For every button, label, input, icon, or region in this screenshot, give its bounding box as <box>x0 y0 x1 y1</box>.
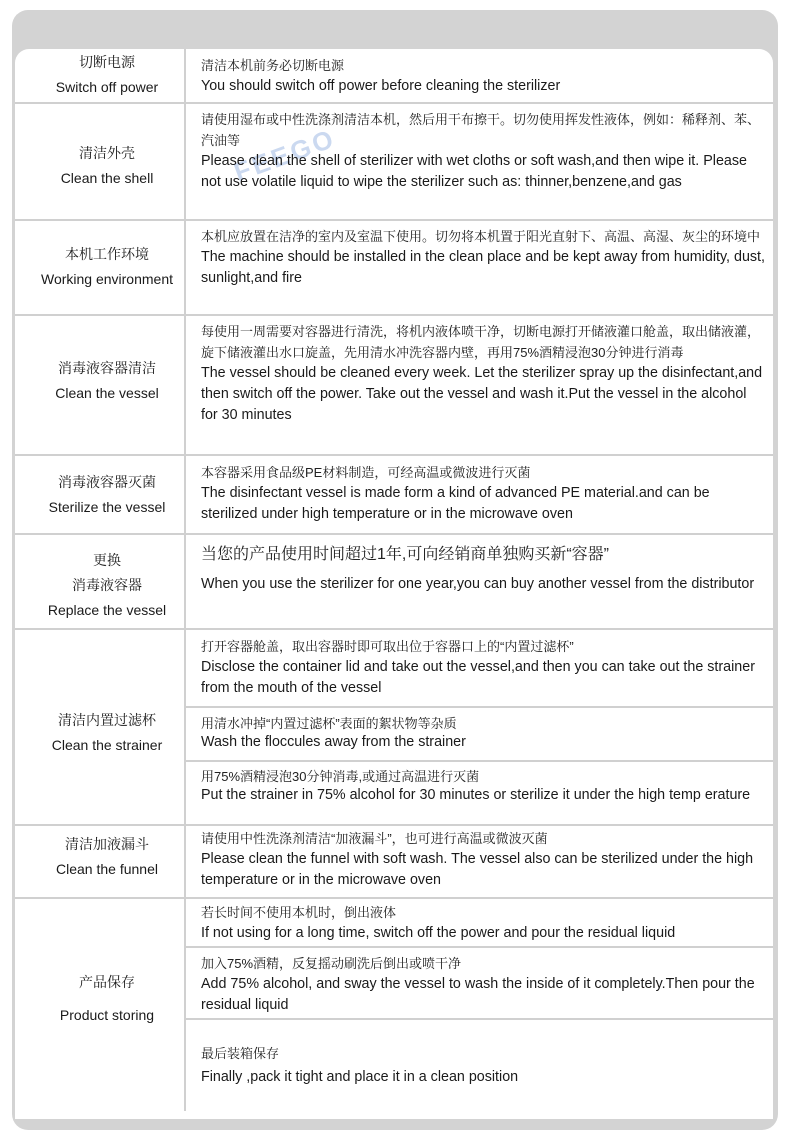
text-en: You should switch off power before cleaning the sterilizer <box>201 78 561 94</box>
subrow-separator <box>184 946 773 948</box>
row-label-working-environment <box>28 242 186 292</box>
content-block <box>201 902 767 944</box>
label-cn: 清洁加液漏斗 <box>65 836 149 852</box>
text-en: Disclose the container lid and take out the vessel,and then you can take out the strainer from the mouth of the vessel <box>201 659 755 696</box>
text-cn: 若长时间不使用本机时，倒出液体 <box>201 905 397 920</box>
content-block <box>201 543 767 595</box>
row-separator <box>15 533 773 535</box>
row-label-replace-vessel <box>28 548 186 623</box>
text-cn: 本容器采用食品级PE材料制造，可经高温或微波进行灭菌 <box>201 465 531 480</box>
row-label-product-storing <box>28 970 186 1028</box>
row-separator <box>15 454 773 456</box>
label-cn: 切断电源 <box>79 54 135 70</box>
label-en: Working environment <box>40 271 174 287</box>
text-cn: 最后装箱保存 <box>201 1046 280 1061</box>
content-block <box>201 636 767 699</box>
row-label-sterilize-vessel <box>28 470 186 520</box>
text-en: If not using for a long time, switch off the power and pour the residual liquid <box>201 925 676 941</box>
text-en: Please clean the shell of sterilizer with wet cloths or soft wash,and then wipe it. Please not use volatile liquid to wipe the sterilizer such as: thinner,benzene,and gas <box>201 153 747 190</box>
label-en: Clean the shell <box>60 170 154 186</box>
text-cn: 请使用中性洗涤剂清洁“加液漏斗”，也可进行高温或微波灭菌 <box>201 831 548 846</box>
text-cn: 打开容器舱盖，取出容器时即可取出位于容器口上的“内置过滤杯” <box>201 639 574 654</box>
text-en: Put the strainer in 75% alcohol for 30 minutes or sterilize it under the high temp erature <box>201 787 751 803</box>
label-cn: 清洁内置过滤杯 <box>58 712 156 728</box>
label-cn: 消毒液容器灭菌 <box>58 474 156 490</box>
text-en: The machine should be installed in the clean place and be kept away from humidity, dust, sunlight,and fire <box>201 249 765 286</box>
label-cn: 更换 <box>93 552 121 568</box>
content-block <box>201 55 767 97</box>
text-en: Add 75% alcohol, and sway the vessel to wash the inside of it completely.Then pour the residual liquid <box>201 976 755 1013</box>
text-cn: 当您的产品使用时间超过1年,可向经销商单独购买新“容器” <box>201 546 610 563</box>
subrow-separator <box>184 760 773 762</box>
content-block <box>201 109 767 193</box>
label-cn: 清洁外壳 <box>79 145 135 161</box>
label-cn: 本机工作环境 <box>65 246 149 262</box>
text-en: Wash the floccules away from the strainer <box>201 734 466 750</box>
row-label-switch-off-power <box>28 50 186 100</box>
content-block <box>201 462 767 525</box>
text-en: When you use the sterilizer for one year,you can buy another vessel from the distributor <box>201 576 755 592</box>
row-separator <box>15 628 773 630</box>
text-cn: 清洁本机前务必切断电源 <box>201 58 345 73</box>
row-separator <box>15 314 773 316</box>
subrow-separator <box>184 1018 773 1020</box>
content-block <box>201 321 767 426</box>
label-en: Clean the vessel <box>55 385 159 401</box>
watermark-logo: FEEGO <box>229 122 340 188</box>
content-block <box>201 953 767 1016</box>
label-cn: 消毒液容器清洁 <box>58 360 156 376</box>
label-en: Product storing <box>59 1007 155 1023</box>
text-en: The vessel should be cleaned every week. Let the sterilizer spray up the disinfectant,and then switch off the power. Take out the vessel and wash it.Put the vessel in the alcohol for 30 minutes <box>201 365 763 423</box>
text-cn: 请使用湿布或中性洗涤剂清洁本机，然后用干布擦干。切勿使用挥发性液体，例如：稀释剂、苯、汽油等 <box>201 112 761 148</box>
text-cn: 加入75%酒精，反复摇动刷洗后倒出或喷干净 <box>201 956 462 971</box>
row-separator <box>15 102 773 104</box>
content-block <box>201 828 767 891</box>
row-label-clean-vessel <box>28 356 186 406</box>
text-cn: 用75%酒精浸泡30分钟消毒,或通过高温进行灭菌 <box>201 769 480 784</box>
content-block <box>201 226 767 289</box>
label-en: Switch off power <box>55 79 159 95</box>
text-en: Finally ,pack it tight and place it in a clean position <box>201 1069 519 1085</box>
text-en: Please clean the funnel with soft wash. The vessel also can be sterilized under the high temperature or in the microwave oven <box>201 851 754 888</box>
label-en: Replace the vessel <box>47 602 167 618</box>
label-en: Sterilize the vessel <box>48 499 166 515</box>
label-en: Clean the funnel <box>56 861 158 877</box>
text-cn: 用清水冲掉“内置过滤杯”表面的絮状物等杂质 <box>201 716 457 731</box>
row-label-clean-strainer <box>28 708 186 758</box>
content-block <box>201 1043 767 1088</box>
row-label-clean-shell <box>28 141 186 191</box>
label-en: Clean the strainer <box>51 737 163 753</box>
row-separator <box>15 219 773 221</box>
text-cn: 本机应放置在洁净的室内及室温下使用。切勿将本机置于阳光直射下、高温、高湿、灰尘的环境中 <box>201 229 761 244</box>
subrow-separator <box>184 706 773 708</box>
text-en: The disinfectant vessel is made form a kind of advanced PE material.and can be sterilized under high temperature or in the microwave oven <box>201 485 710 522</box>
row-separator <box>15 824 773 826</box>
content-block <box>201 766 767 804</box>
text-cn: 每使用一周需要对容器进行清洗，将机内液体喷干净，切断电源打开储液灌口舱盖，取出储液灌，旋下储液灌出水口旋盖，先用清水冲洗容器内壁，再用75%酒精浸泡30分钟进行消毒 <box>201 324 761 360</box>
row-label-clean-funnel <box>28 832 186 882</box>
label-cn: 产品保存 <box>79 974 135 990</box>
content-block <box>201 713 767 750</box>
row-separator <box>15 897 773 899</box>
label-cn-line2: 消毒液容器 <box>72 577 142 593</box>
